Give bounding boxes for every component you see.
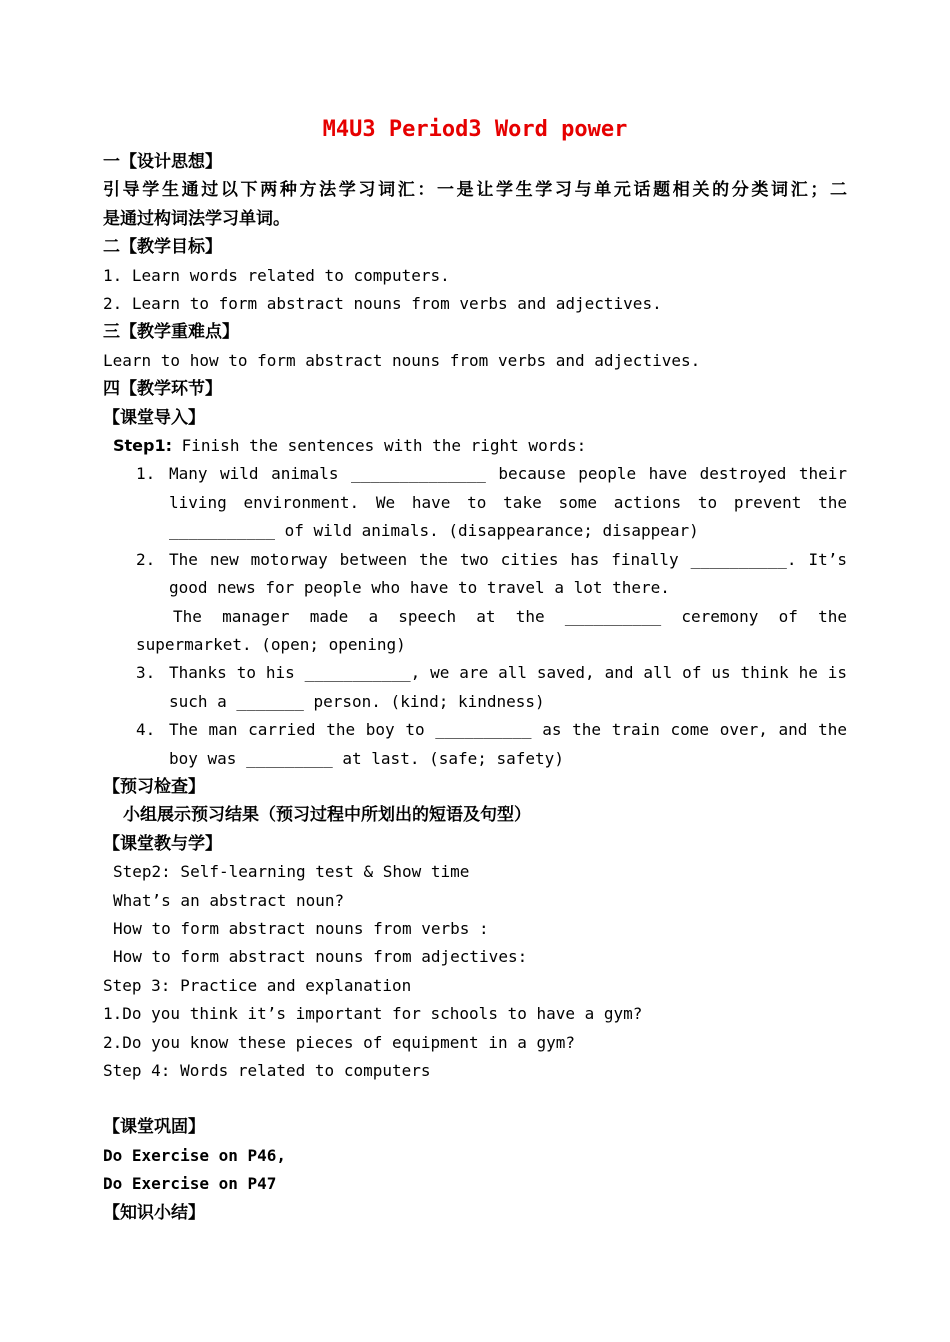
question-number: 1.: [136, 464, 156, 484]
design-text-line1: 引导学生通过以下两种方法学习词汇：一是让学生学习与单元话题相关的分类词汇；二: [103, 180, 847, 201]
design-text-line2: 是通过构词法学习单词。: [103, 208, 290, 229]
question-number: 3.: [136, 663, 156, 683]
question-line: The manager made a speech at the __________ ceremony of the: [173, 606, 847, 626]
question-number: 4.: [136, 720, 156, 740]
question-line: such a _______ person. (kind; kindness): [169, 691, 545, 711]
step1-line: [103, 432, 847, 460]
question-number: 2.: [136, 549, 156, 569]
question-3: [103, 659, 847, 716]
question-line: Many wild animals ______________ because people have destroyed their: [169, 464, 847, 484]
subheading-summary: 【知识小结】: [103, 1202, 205, 1223]
question-line: boy was _________ at last. (safe; safety): [169, 748, 564, 768]
exercise-line: Do Exercise on P47: [103, 1174, 277, 1194]
section-heading-steps: 四【教学环节】: [103, 379, 222, 400]
question-2: [103, 546, 847, 603]
goal-2: 2. Learn to form abstract nouns from verbs and adjectives.: [103, 294, 662, 314]
step1-label: Step1:: [113, 436, 173, 456]
question-line: ___________ of wild animals. (disappearance; disappear): [169, 521, 699, 541]
key-points-text: Learn to how to form abstract nouns from verbs and adjectives.: [103, 350, 701, 370]
section-heading-design: 一【设计思想】: [103, 152, 222, 172]
goal-1: 1. Learn words related to computers.: [103, 265, 450, 285]
teach-line: Step 4: Words related to computers: [103, 1061, 431, 1080]
teach-line: How to form abstract nouns from verbs :: [113, 918, 489, 938]
question-4: [103, 716, 847, 773]
question-line: The man carried the boy to __________ as the train come over, and the: [169, 720, 847, 740]
question-line: living environment. We have to take some actions to prevent the: [169, 492, 847, 512]
question-line: Thanks to his ___________, we are all saved, and all of us think he is: [169, 663, 847, 683]
spacer: [103, 1085, 847, 1113]
teach-line: 1.Do you think it’s important for schools to have a gym?: [103, 1004, 643, 1024]
section-heading-key-points: 三【教学重难点】: [103, 322, 239, 343]
subheading-consolidate: 【课堂巩固】: [103, 1117, 205, 1138]
teach-line: How to form abstract nouns from adjectives:: [113, 947, 528, 967]
page-title: M4U3 Period3 Word power: [322, 117, 628, 142]
teach-line: 2.Do you know these pieces of equipment in a gym?: [103, 1032, 576, 1052]
subheading-preview: 【预习检查】: [103, 776, 205, 797]
teach-line: Step2: Self-learning test & Show time: [113, 862, 470, 882]
preview-text: 小组展示预习结果（预习过程中所划出的短语及句型）: [123, 805, 531, 826]
question-line: good news for people who have to travel a lot there.: [169, 578, 670, 598]
step1-text: Finish the sentences with the right words:: [172, 436, 587, 456]
subheading-teaching: 【课堂教与学】: [103, 833, 222, 854]
question-line: The new motorway between the two cities has finally __________. It’s: [169, 549, 847, 569]
question-1: [103, 460, 847, 545]
document-page: [103, 112, 847, 1227]
subheading-intro: 【课堂导入】: [103, 407, 205, 428]
teach-line: What’s an abstract noun?: [113, 890, 345, 910]
question-line: supermarket. (open; opening): [136, 634, 406, 654]
teach-line: Step 3: Practice and explanation: [103, 975, 412, 995]
section-heading-goals: 二【教学目标】: [103, 237, 222, 258]
exercise-line: Do Exercise on P46,: [103, 1145, 287, 1165]
